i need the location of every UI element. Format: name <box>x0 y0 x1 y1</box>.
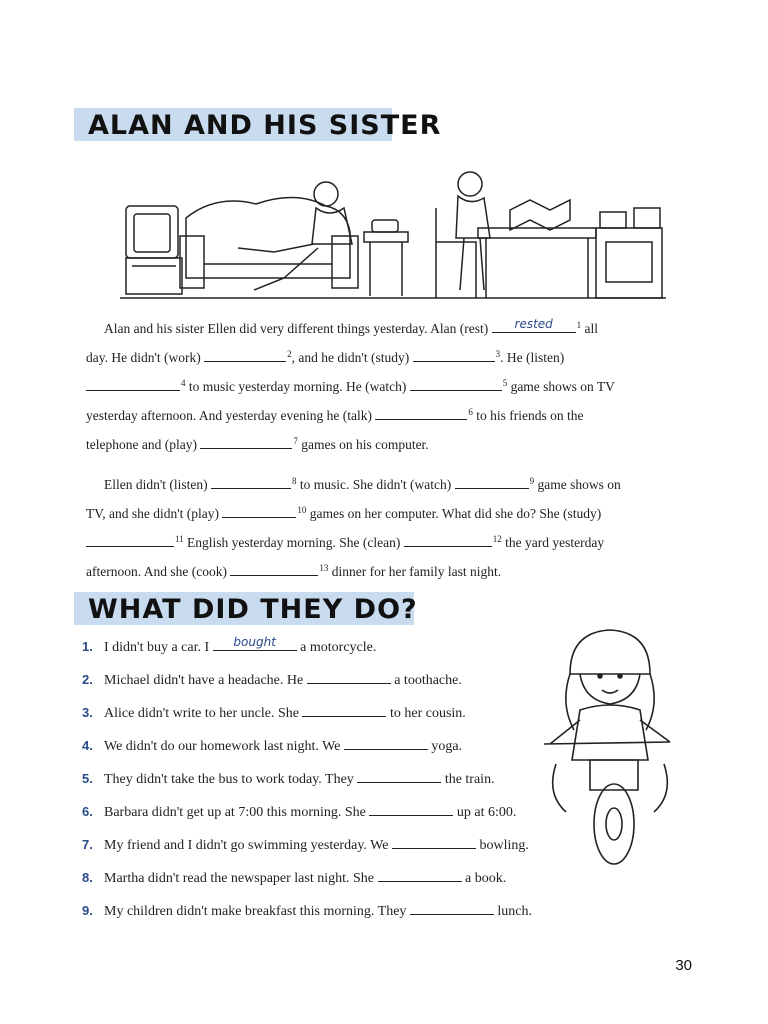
answer-blank[interactable] <box>302 702 386 717</box>
item-text: the train. <box>444 772 495 787</box>
blank-number: 10 <box>297 504 307 515</box>
blank-number: 4 <box>181 377 186 388</box>
item-number: 3. <box>82 705 93 720</box>
item-number: 9. <box>82 903 93 918</box>
blank-number: 12 <box>492 533 502 544</box>
answer-blank-7[interactable] <box>200 434 292 449</box>
answer-blank[interactable] <box>410 900 494 915</box>
blank-number: 13 <box>319 562 329 573</box>
text: Alan and his sister Ellen did very different things yesterday. Alan (rest) <box>104 321 489 336</box>
text: day. He didn't (work) <box>86 350 201 365</box>
item-number: 4. <box>82 738 93 753</box>
answer-blank-9[interactable] <box>455 474 529 489</box>
answer-blank-5[interactable] <box>410 376 502 391</box>
exercise-item-8 <box>82 867 506 887</box>
answer-blank-6[interactable] <box>375 405 467 420</box>
item-text: a toothache. <box>394 673 462 688</box>
item-number: 5. <box>82 771 93 786</box>
item-number: 2. <box>82 672 93 687</box>
text: TV, and she didn't (play) <box>86 506 220 521</box>
answer-blank[interactable] <box>307 669 391 684</box>
exercise-item-1 <box>82 636 376 656</box>
motorcycle-rider-illustration <box>540 624 674 868</box>
alan-line-4 <box>86 405 584 424</box>
text: to music. She didn't (watch) <box>299 477 452 492</box>
answer-blank-13[interactable] <box>230 561 318 576</box>
item-text: a book. <box>465 871 507 886</box>
answer-text: bought <box>233 635 276 649</box>
text: afternoon. And she (cook) <box>86 564 227 579</box>
item-text: Alice didn't write to her uncle. She <box>104 706 299 721</box>
alan-line-1 <box>104 318 598 337</box>
blank-number: 1 <box>576 319 582 330</box>
item-text: to her cousin. <box>389 706 466 721</box>
blank-number: 8 <box>292 475 297 486</box>
exercise-item-4 <box>82 735 462 755</box>
item-number: 1. <box>82 639 93 654</box>
text: telephone and (play) <box>86 437 197 452</box>
answer-blank[interactable] <box>392 834 476 849</box>
answer-blank-12[interactable] <box>404 532 492 547</box>
text: games on her computer. What did she do? She (study) <box>309 506 602 521</box>
blank-number: 6 <box>468 406 473 417</box>
text: to his friends on the <box>476 408 584 423</box>
answer-blank-1[interactable] <box>492 318 576 333</box>
blank-number: 9 <box>529 475 535 486</box>
item-text: Michael didn't have a headache. He <box>104 673 304 688</box>
item-text: They didn't take the bus to work today. They <box>104 772 354 787</box>
page-number: 30 <box>675 957 692 974</box>
answer-blank-2[interactable] <box>204 347 286 362</box>
answer-blank[interactable] <box>344 735 428 750</box>
item-number: 7. <box>82 837 93 852</box>
ellen-paragraph <box>86 474 682 584</box>
exercise-item-2 <box>82 669 462 689</box>
text: yesterday afternoon. And yesterday evening he (talk) <box>86 408 373 423</box>
answer-blank[interactable] <box>378 867 462 882</box>
answer-blank-10[interactable] <box>222 503 296 518</box>
text: dinner for her family last night. <box>331 564 502 579</box>
answer-blank[interactable] <box>357 768 441 783</box>
exercise-item-6 <box>82 801 516 821</box>
text: the yard yesterday <box>505 535 605 550</box>
text: . He (listen) <box>500 350 565 365</box>
section-title: ALAN AND HIS SISTER <box>88 110 442 141</box>
item-text: We didn't do our homework last night. We <box>104 739 341 754</box>
blank-number: 2 <box>287 348 292 359</box>
exercise-item-5 <box>82 768 495 788</box>
blank-number: 11 <box>175 533 184 544</box>
answer-blank-4[interactable] <box>86 376 180 391</box>
alan-paragraph <box>86 318 682 458</box>
ellen-line-3 <box>86 532 604 551</box>
item-text: bowling. <box>479 838 529 853</box>
exercise-item-9 <box>82 900 532 920</box>
answer-text: rested <box>514 317 553 331</box>
answer-blank[interactable] <box>213 636 297 651</box>
item-text: yoga. <box>431 739 463 754</box>
item-text: My children didn't make breakfast this morning. They <box>104 904 407 919</box>
text: English yesterday morning. She (clean) <box>187 535 401 550</box>
alan-line-5 <box>86 434 429 453</box>
blank-number: 3 <box>495 348 501 359</box>
item-text: a motorcycle. <box>300 640 377 655</box>
answer-blank-8[interactable] <box>211 474 291 489</box>
answer-blank[interactable] <box>369 801 453 816</box>
text: game shows on TV <box>510 379 615 394</box>
alan-line-3 <box>86 376 615 395</box>
ellen-line-4 <box>86 561 501 580</box>
text: games on his computer. <box>301 437 429 452</box>
item-text: lunch. <box>497 904 533 919</box>
blank-number: 5 <box>502 377 508 388</box>
alan-ellen-illustration <box>118 168 668 308</box>
exercise-item-7 <box>82 834 529 854</box>
item-text: Barbara didn't get up at 7:00 this morning. She <box>104 805 366 820</box>
answer-blank-3[interactable] <box>413 347 495 362</box>
alan-line-2 <box>86 347 564 366</box>
item-text: I didn't buy a car. I <box>104 640 210 655</box>
ellen-line-1 <box>104 474 621 493</box>
item-text: Martha didn't read the newspaper last night. She <box>104 871 375 886</box>
exercise-item-3 <box>82 702 466 722</box>
text: Ellen didn't (listen) <box>104 477 208 492</box>
answer-blank-11[interactable] <box>86 532 174 547</box>
item-text: up at 6:00. <box>456 805 517 820</box>
text: to music yesterday morning. He (watch) <box>188 379 407 394</box>
item-number: 8. <box>82 870 93 885</box>
text: game shows on <box>537 477 621 492</box>
item-number: 6. <box>82 804 93 819</box>
text: , and he didn't (study) <box>291 350 410 365</box>
section-title: WHAT DID THEY DO? <box>88 594 418 625</box>
ellen-line-2 <box>86 503 601 522</box>
blank-number: 7 <box>293 435 298 446</box>
text: all <box>584 321 599 336</box>
item-text: My friend and I didn't go swimming yesterday. We <box>104 838 389 853</box>
